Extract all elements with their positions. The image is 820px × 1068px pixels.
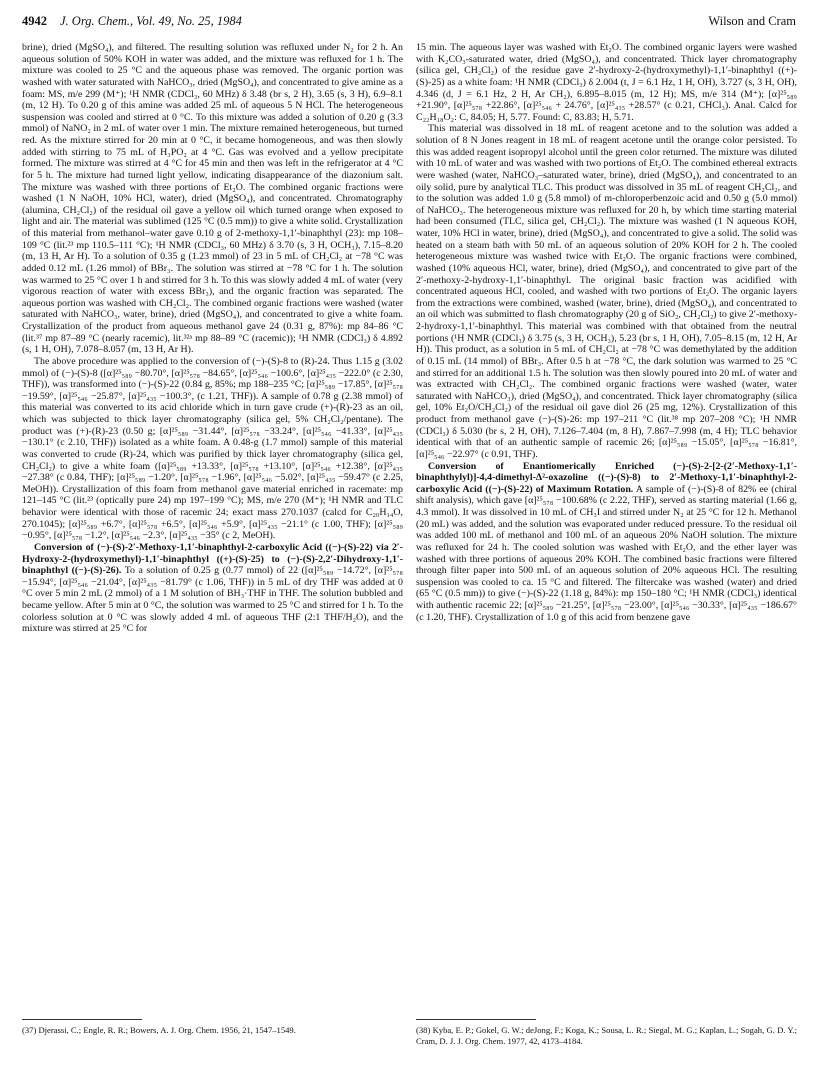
right-column — [416, 42, 797, 623]
section-heading: Conversion of Enantiomerically Enriched (−)-(S)-2-[2-(2′-Methoxy-1,1′-binaphthylyl)]-4,4-dimethyl-Δ²-oxazoline ((−)-(S)-8) to 2′-Methoxy-1,1′-binaphthyl-2-carboxylic Acid ((−)-(S)-22) of Maximum Rotation. — [416, 460, 797, 495]
paragraph: The above procedure was applied to the conversion of (−)-(S)-8 to (R)-24. Thus 1.15 g (3.02 mmol) of (−)-(S)-8 ([α]²⁵₅₈₉ −80.70°, [α]²⁵₅₇₈ −84.65°, [α]²⁵₅₄₆ −100.6°, [α]²⁵₄₃₅ −222.0° (c 2.30, THF)), was transformed into (−)-(S)-22 (0.84 g, 85%; mp 188–235 °C; [α]²⁵₅₈₉ −17.85°, [α]²⁵₅₇₈ −19.59°, [α]²⁵₅₄₆ −25.87°, [α]²⁵₄₃₅ −100.3°, (c 1.21, THF)). A sample of 0.78 g (2.38 mmol) of this material was converted to its acid chloride which in turn gave crude (+)-(R)-23 as an oil, which was subjected to thick layer chromatography (silica gel, 5% CH₂Cl₂/pentane). The product was (+)-(R)-23 (0.50 g; [α]²⁵₅₈₉ −31.44°, [α]²⁵₅₇₈ −33.24°, [α]²⁵₅₄₆ −41.33°, [α]²⁵₄₃₅ −130.1° (c 2.10, THF)) isolated as a white foam. A 0.48-g (1.7 mmol) sample of this material was converted to crude (R)-24, which was purified by thick layer chromatography (silica gel, CH₂Cl₂) to give a white foam ([α]²⁵₅₈₉ +13.33°, [α]²⁵₅₇₈ +13.10°, [α]²⁵₅₄₆ +12.38°, [α]²⁵₄₃₅ −27.38° (c 0.84, THF); [α]²⁵₅₈₉ −1.20°, [α]²⁵₅₇₈ −1.96°, [α]²⁵₅₄₆ −5.02°, [α]²⁵₄₃₅ −59.47° (c 2.25, MeOH)). Crystallization of this foam from methanol gave material enriched in racemate: mp 121–145 °C (lit.²³ (optically pure 24) mp 197–199 °C); MS, m/e 270 (M⁺); ¹H NMR and TLC behavior were identical with those of racemic 24; exact mass 270.1037 (calcd for C₂₀H₁₄O, 270.1045); [α]²⁵₅₈₉ +6.7°, [α]²⁵₅₇₈ +6.5°, [α]²⁵₅₄₆ +5.9°, [α]²⁵₄₃₅ −21.1° (c 1.00, THF); [α]²⁵₅₈₉ −0.95°, [α]²⁵₅₇₈ −1.2°, [α]²⁵₅₄₆ −2.3°, [α]²⁵₄₃₅ −35° (c 2, MeOH). — [22, 355, 403, 542]
journal-citation: J. Org. Chem., Vol. 49, No. 25, 1984 — [60, 14, 242, 28]
paragraph-body: A sample of (−)-(S)-8 of 82% ee (chiral shift analysis), which gave [α]²⁵₅₇₈ −100.68% (c 2.22, THF), served as starting material (1.66 g, 4.3 mmol). It was dissolved in 10 mL of CH₃I and stirred under N₂ at 25 °C for 12 h. Methanol (20 mL) was added, and the solution was evaporated under reduced pressure. To the residual oil was added 100 mL of methanol and 100 mL of an aqueous 20% NaOH solution. The mixture was refluxed for 24 h. The cooled solution was washed with Et₂O, and the ether layer was washed with three portions of aqueous 20% KOH. The combined basic fractions were filtered through filter paper into 500 mL of an aqueous solution of 20% aqueous HCl. The resulting suspension was cooled to ca. 15 °C and filtered. The filtercake was washed (water) and dried (65 °C (0.5 mm)) to give (−)-(S)-22 (1.18 g, 84%): mp 150–180 °C; ¹H NMR (CDCl₃) identical with authentic racemic 22; [α]²⁵₅₈₉ −21.25°, [α]²⁵₅₇₈ −23.00°, [α]²⁵₅₄₆ −30.33°, [α]²⁵₄₃₅ −186.67° (c 1.20, THF). Crystallization of 1.0 g of this acid from benzene gave — [416, 483, 798, 623]
footnote-rule — [22, 1019, 142, 1020]
running-authors: Wilson and Cram — [708, 14, 796, 28]
paragraph — [416, 461, 797, 624]
footnote-38: (38) Kyba, E. P.; Gokel, G. W.; deJong, F.; Koga, K.; Sousa, L. R.; Siegal, M. G.; Kaplan, L.; Sogah, G. D. Y.; Cram, D. J. J. Org. Chem. 1977, 42, 4173–4184. — [416, 1025, 797, 1046]
section-heading: Conversion of (−)-(S)-2′-Methoxy-1,1′-binaphthyl-2-carboxylic Acid ((−)-(S)-22) via 2′-Hydroxy-2-(hydroxymethyl)-1,1′-binaphthyl ((+)-(S)-25) to (−)-(S)-2,2′-Dihydroxy-1,1′-binaphthyl ((−)-(S)-26). — [22, 541, 403, 577]
paragraph: This material was dissolved in 18 mL of reagent acetone and to the solution was added a solution of 8 N Jones reagent in 18 mL of reagent acetone until the orange color persisted. To this was added reagent isopropyl alcohol until the green color returned. The mixture was diluted with 10 mL of water and was washed with two portions of Et₂O. The combined ethereal extracts were washed (water, NaHCO₃–saturated water, brine), dried (MgSO₄), and concentrated to an oily solid, pure by analytical TLC. This product was dissolved in 35 mL of reagent CH₂Cl₂, and to the solution was added 1.0 g (5.8 mmol) of m-chloroperbenzoic acid and 0.50 g (5.0 mmol) of NaHCO₃. The heterogeneous mixture was refluxed for 20 h, by which time starting material had been consumed (TLC, silica gel, CH₂Cl₂). The mixture was washed (1 N aqueous KOH, water, 10% HCl in water, brine), dried (MgSO₄), and concentrated to give a solid. The solid was heated on a steam bath with 50 mL of an aqueous solution of 20% KOH for 2 h. The cooled heterogeneous mixture was washed twice with Et₂O. The organic fractions were combined, washed (10% aqueous HCl, water, brine), dried (MgSO₄), and concentrated to give part of the 2′-methoxy-2-hydroxy-1,1′-binaphthyl. The original basic fraction was acidified with concentrated aqueous HCl, cooled, and washed with two portions of Et₂O. The organic layers from the extractions were combined, washed (water, brine), dried (MgSO₄), and concentrated to an oil which was submitted to flash chromatography (20 g of SiO₂, CH₂Cl₂) to give 2′-methoxy-2-hydroxy-1,1′-binaphthyl. This material was combined with that obtained from the neutral portions (¹H NMR (CDCl₃) δ 3.75 (s, 3 H, OCH₃), 5.23 (br s, 1 H, OH), 7.05–8.15 (m, 12 H, Ar H)). This product, as a solution in 5 mL of CH₂Cl₂ at −78 °C was demethylated by the addition of 0.15 mL (14 mmol) of BBr₃. After 0.5 h at −78 °C, the dark solution was warmed to 25 °C and stirred for an additional 1.5 h. The solution was then slowly poured into 20 mL of water and was extracted with CH₂Cl₂. The combined organic fractions were washed (water, water saturated with NaHCO₃), dried (MgSO₄), and concentrated. Thick layer chromatography (silica gel, 10% Et₂O/CH₂Cl₂) of the residual oil gave diol 26 (25 mg, 12%). Crystallization of this product from methanol gave (−)-(S)-26: mp 197–211 °C (lit.³⁸ mp 207–208 °C); ¹H NMR (CDCl₃) δ 5.030 (br s, 2 H, OH), 7.126–7.404 (m, 8 H), 7.867–7.998 (m, 4 H); TLC behavior identical with that of an authentic sample of racemic 26; [α]²⁵₅₈₉ −15.05°, [α]²⁵₅₇₈ −16.81°, [α]²⁵₅₄₆ −22.97° (c 0.91, THF). — [416, 123, 797, 460]
footnote-rule — [416, 1019, 536, 1020]
page-number: 4942 — [22, 14, 47, 28]
paragraph: brine), dried (MgSO₄), and filtered. The resulting solution was refluxed under N₂ for 2 h. An aqueous solution of 50% KOH in water was added, and the mixture was refluxed for 1 h. The mixture was cooled to 25 °C and the aqueous phase was removed. The organic portion was washed with water saturated with NaHCO₃, dried (MgSO₄), and concentrated to give amine as a foam: MS, m/e 299 (M⁺); ¹H NMR (CDCl₃, 60 MHz) δ 3.48 (br s, 2 H), 3.65 (s, 3 H), 6.9–8.1 (m, 12 H). To 0.20 g of this amine was added 25 mL of aqueous 5 N HCl. The heterogeneous suspension was cooled and stirred at 0 °C. To this mixture was added a solution of 0.20 g (3.3 mmol) of NaNO₂ in 2 mL of water over 1 min. The mixture remained heterogeneous, but turned red. As the mixture stirred for 20 min at 0 °C, it became homogeneous, and was then slowly added with stirring to 75 mL of H₃PO₂ at 4 °C. Gas was evolved and a yellow precipitate formed. The mixture was stirred at 4 °C for 45 min and then was left in the refrigerator at 4 °C for 5 h. The mixture had turned light yellow, indicating disappearance of the diazonium salt. The mixture was washed with three portions of Et₂O. The combined organic fractions were washed (1 N NaOH, 10% HCl, water), dried (MgSO₄), and concentrated. Chromatography (alumina, CH₂Cl₂) of the residual oil gave a yellow oil which turned orange when exposed to light and air. The material was sublimed (125 °C (0.5 mm)) to give a white solid. Crystallization of this material from methanol–water gave 0.10 g of 2-methoxy-1,1′-binaphthyl (23): mp 108–109 °C (lit.²³ mp 110.5–111 °C); ¹H NMR (CDCl₃, 60 MHz) δ 3.70 (s, 3 H, OCH₃), 7.15–8.20 (m, 13 H, Ar H). To a solution of 0.35 g (1.23 mmol) of 23 in 5 mL of CH₂Cl₂ at −78 °C was added 0.12 mL (1.26 mmol) of BBr₃. The solution was stirred at −78 °C for 1 h. The solution was warmed to 25 °C over 1 h and stirred for 3 h. To this was slowly added 4 mL of water (very vigorous reaction of water with excess BBr₃), and the organic fraction was separated. The aqueous portion was washed with CH₂Cl₂. The combined organic fractions were washed (water saturated with NaHCO₃, water, brine), dried (MgSO₄), and concentrated to give a white foam. Crystallization of the product from aqueous methanol gave 24 (0.31 g, 87%): mp 84–86 °C (lit.³⁷ mp 87–89 °C (nearly racemic), lit.³²ᵃ mp 88–89 °C (racemic)); ¹H NMR (CDCl₃) δ 4.892 (s, 1 H, OH), 7.078–8.057 (m, 13 H, Ar H). — [22, 42, 403, 356]
footnote-37: (37) Djerassi, C.; Engle, R. R.; Bowers, A. J. Org. Chem. 1956, 21, 1547–1549. — [22, 1025, 296, 1035]
paragraph-body: To a solution of 0.25 g (0.77 mmol) of 22 ([α]²⁵₅₈₉ −14.72°, [α]²⁵₅₇₈ −15.94°, [α]²⁵₅₄₆ −21.04°, [α]²⁵₄₃₅ −81.79° (c 1.06, THF)) in 5 mL of dry THF was added at 0 °C over 5 min 2 mL (2 mmol) of a 1 M solution of BH₃·THF in THF. The solution bubbled and became yellow. After 5 min at 0 °C, the solution was warmed to 25 °C and stirred for 1 h. To the colorless solution at 0 °C was slowly added 4 mL of aqueous THF (2:1 THF/H₂O), and the mixture was stirred at 25 °C for — [22, 565, 404, 635]
paragraph — [22, 542, 403, 635]
running-header — [22, 14, 796, 34]
paragraph: 15 min. The aqueous layer was washed with Et₂O. The combined organic layers were washed with K₂CO₃-saturated water, dried (MgSO₄), and concentrated. Thick layer chromatography (silica gel, CH₂Cl₂) of the residue gave 2′-hydroxy-2-(hydroxymethyl)-1,1′-binaphthyl ((+)-(S)-25) as a white foam: ¹H NMR (CDCl₃) δ 2.004 (t, J = 6.1 Hz, 1 H, OH), 3.727 (s, 3 H, OH), 4.346 (d, J = 6.1 Hz, 2 H, Ar CH₂), 6.895–8.015 (m, 12 H); MS, m/e 314 (M⁺); [α]²⁵₅₈₉ +21.90°, [α]²⁵₅₇₈ +22.86°, [α]²⁵₅₄₆ + 24.76°, [α]²⁵₄₃₅ +28.57° (c 0.21, CHCl₃). Anal. Calcd for C₂₂H₁₈O₂: C, 84.05; H, 5.77. Found: C, 83.83; H, 5.71. — [416, 42, 797, 123]
left-column — [22, 42, 403, 635]
